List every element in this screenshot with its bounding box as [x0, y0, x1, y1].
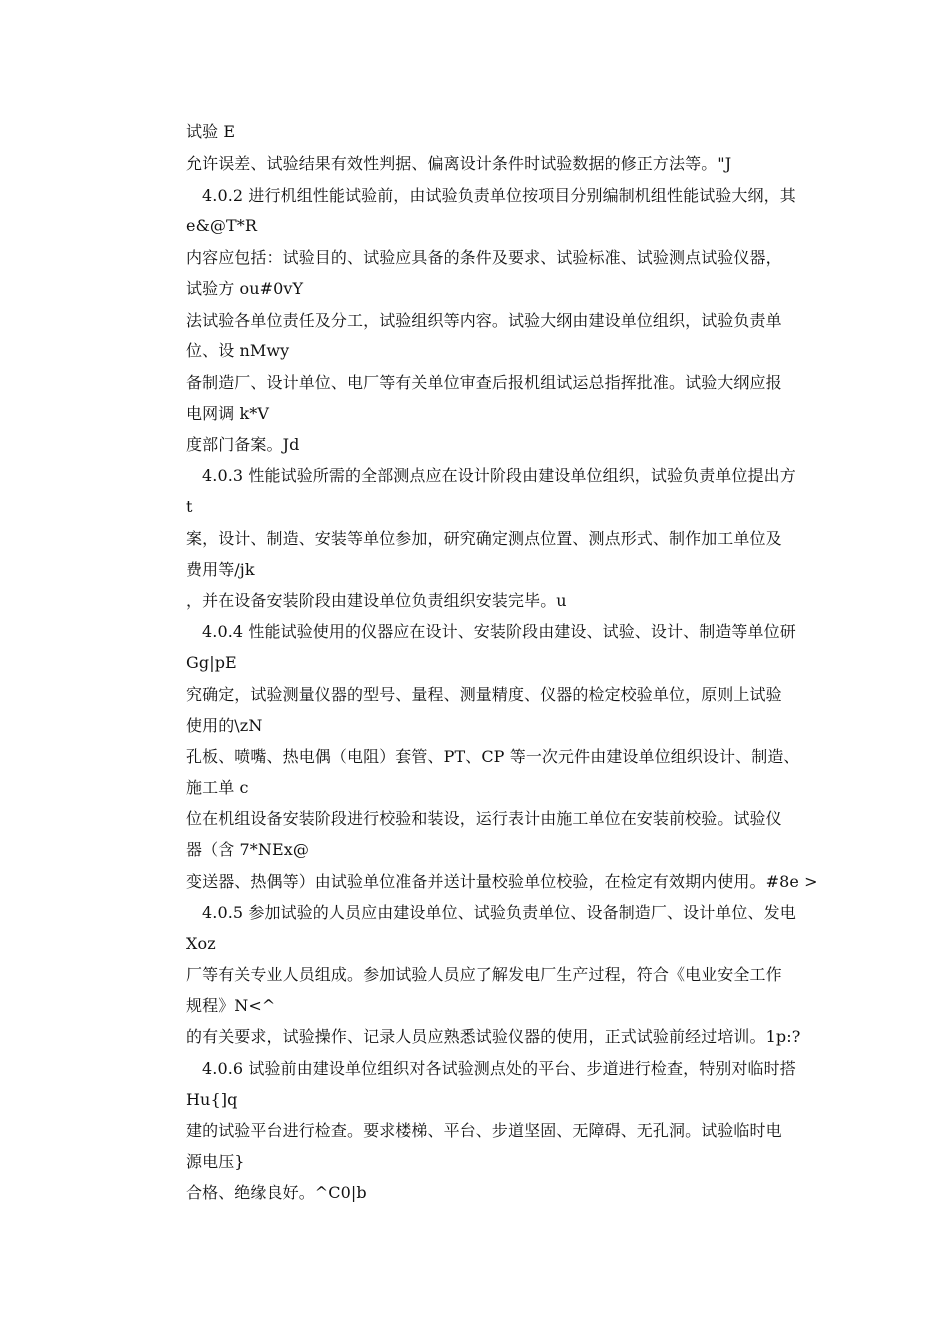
- text-line: 器（含 7*NEx@: [186, 840, 309, 859]
- text-line: Gg|pE: [186, 653, 237, 672]
- text-line: 厂等有关专业人员组成。参加试验人员应了解发电厂生产过程，符合《电业安全工作: [186, 965, 782, 984]
- text-line: t: [186, 497, 193, 516]
- text-line: 法试验各单位责任及分工，试验组织等内容。试验大纲由建设单位组织，试验负责单: [186, 311, 782, 330]
- clause-4-0-4-line: 4.0.4 性能试验使用的仪器应在设计、安装阶段由建设、试验、设计、制造等单位研: [202, 622, 796, 641]
- clause-4-0-6-line: 4.0.6 试验前由建设单位组织对各试验测点处的平台、步道进行检查，特别对临时搭: [202, 1059, 796, 1078]
- text-line: 合格、绝缘良好。^C0|b: [186, 1183, 367, 1202]
- text-line: 允许误差、试验结果有效性判据、偏离设计条件时试验数据的修正方法等。"J: [186, 154, 732, 173]
- text-line: 孔板、喷嘴、热电偶（电阻）套管、PT、CP 等一次元件由建设单位组织设计、制造、: [186, 747, 800, 766]
- text-line: 度部门备案。Jd: [186, 435, 300, 454]
- text-line: 电网调 k*V: [186, 404, 270, 423]
- text-line: 使用的\zN: [186, 716, 263, 735]
- text-line: 试验 E: [186, 122, 236, 141]
- text-line: 的有关要求，试验操作、记录人员应熟悉试验仪器的使用，正式试验前经过培训。1p:?: [186, 1027, 801, 1046]
- text-line: Hu{]q: [186, 1090, 238, 1109]
- text-line: Xoz: [186, 934, 216, 953]
- text-line: e&@T*R: [186, 216, 258, 235]
- text-line: 变送器、热偶等）由试验单位准备并送计量校验单位校验，在检定有效期内使用。#8e >: [186, 872, 818, 891]
- text-line: 究确定，试验测量仪器的型号、量程、测量精度、仪器的检定校验单位，原则上试验: [186, 685, 782, 704]
- text-line: ，并在设备安装阶段由建设单位负责组织安装完毕。u: [186, 591, 567, 610]
- text-line: 试验方 ou#0vY: [186, 279, 304, 298]
- text-line: 位在机组设备安装阶段进行校验和装设，运行表计由施工单位在安装前校验。试验仪: [186, 809, 782, 828]
- text-line: 施工单 c: [186, 778, 249, 797]
- text-line: 位、设 nMwy: [186, 341, 290, 360]
- text-line: 案，设计、制造、安装等单位参加，研究确定测点位置、测点形式、制作加工单位及: [186, 529, 782, 548]
- text-line: 备制造厂、设计单位、电厂等有关单位审查后报机组试运总指挥批准。试验大纲应报: [186, 373, 782, 392]
- text-line: 内容应包括：试验目的、试验应具备的条件及要求、试验标准、试验测点试验仪器，: [186, 248, 782, 267]
- text-line: 建的试验平台进行检查。要求楼梯、平台、步道坚固、无障碍、无孔洞。试验临时电: [186, 1121, 782, 1140]
- text-line: 规程》N<^: [186, 996, 276, 1015]
- clause-4-0-2-line: 4.0.2 进行机组性能试验前，由试验负责单位按项目分别编制机组性能试验大纲，其: [202, 186, 796, 205]
- text-line: 源电压}: [186, 1152, 245, 1171]
- clause-4-0-3-line: 4.0.3 性能试验所需的全部测点应在设计阶段由建设单位组织，试验负责单位提出方: [202, 466, 796, 485]
- clause-4-0-5-line: 4.0.5 参加试验的人员应由建设单位、试验负责单位、设备制造厂、设计单位、发电: [202, 903, 796, 922]
- text-line: 费用等/jk: [186, 560, 255, 579]
